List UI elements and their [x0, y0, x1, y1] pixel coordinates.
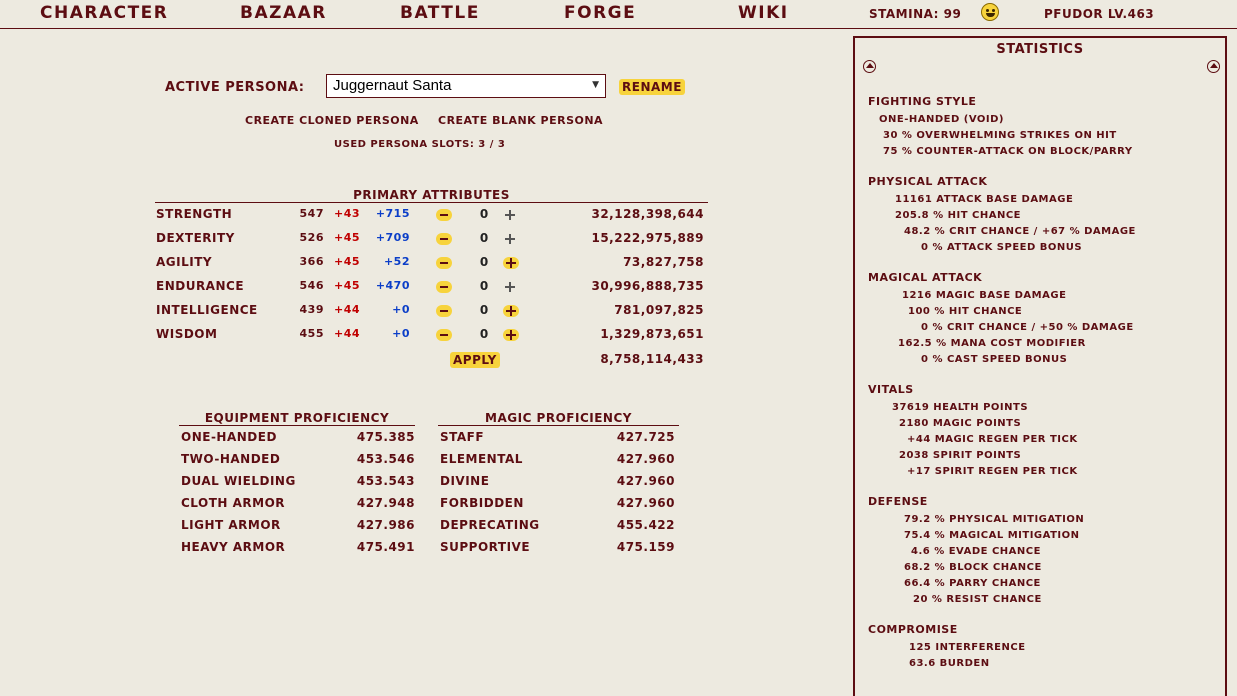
proficiency-name: SUPPORTIVE	[440, 540, 531, 554]
stat-line: 0 % CRIT CHANCE / +50 % DAMAGE	[921, 322, 1134, 333]
equipment-proficiency-title: EQUIPMENT PROFICIENCY	[179, 411, 415, 426]
create-blank-persona-link[interactable]: CREATE BLANK PERSONA	[438, 114, 604, 127]
attribute-exp-cost: 781,097,825	[614, 303, 704, 317]
nav-character[interactable]: CHARACTER	[40, 3, 169, 23]
stat-line: 11161 ATTACK BASE DAMAGE	[895, 194, 1074, 205]
nav-wiki[interactable]: WIKI	[738, 3, 789, 23]
attribute-bonus-red: +45	[334, 231, 361, 244]
attribute-row-strength	[0, 207, 720, 227]
attribute-row-endurance	[0, 279, 720, 299]
apply-button[interactable]: APPLY	[450, 352, 500, 368]
stat-section-vitals: VITALS	[868, 383, 914, 396]
attribute-row-agility	[0, 255, 720, 275]
plus-icon[interactable]	[503, 329, 519, 341]
proficiency-value: 453.546	[356, 452, 415, 466]
proficiency-value: 427.960	[616, 474, 675, 488]
stat-line: +17 SPIRIT REGEN PER TICK	[907, 466, 1078, 477]
attribute-bonus-red: +44	[334, 303, 361, 316]
equipment-proficiency-row	[181, 474, 475, 494]
proficiency-name: HEAVY ARMOR	[181, 540, 286, 554]
attribute-row-wisdom	[0, 327, 720, 347]
attribute-pending-points: 0	[479, 279, 489, 293]
attribute-bonus-blue: +0	[392, 303, 410, 316]
stat-line: +44 MAGIC REGEN PER TICK	[907, 434, 1078, 445]
attribute-exp-cost: 73,827,758	[623, 255, 704, 269]
stat-line: 37619 HEALTH POINTS	[892, 402, 1029, 413]
dropdown-arrow-icon: ▼	[592, 80, 599, 90]
attribute-base-value: 455	[299, 327, 324, 340]
attribute-name: DEXTERITY	[156, 231, 235, 245]
attribute-pending-points: 0	[479, 231, 489, 245]
magic-proficiency-row	[440, 452, 735, 472]
persona-select-value: Juggernaut Santa	[333, 77, 452, 94]
nav-forge[interactable]: FORGE	[564, 3, 637, 23]
attribute-name: INTELLIGENCE	[156, 303, 258, 317]
magic-proficiency-row	[440, 474, 735, 494]
proficiency-value: 475.491	[356, 540, 415, 554]
proficiency-name: DEPRECATING	[440, 518, 540, 532]
nav-bazaar[interactable]: BAZAAR	[240, 3, 327, 23]
stat-line: 66.4 % PARRY CHANCE	[904, 578, 1041, 589]
proficiency-name: LIGHT ARMOR	[181, 518, 281, 532]
plus-icon[interactable]	[503, 257, 519, 269]
attribute-bonus-red: +45	[334, 279, 361, 292]
stat-line: 100 % HIT CHANCE	[908, 306, 1023, 317]
stat-line: 63.6 BURDEN	[909, 658, 990, 669]
minus-icon[interactable]	[436, 329, 452, 341]
equipment-proficiency-row	[181, 430, 475, 450]
attribute-pending-points: 0	[479, 207, 489, 221]
proficiency-value: 427.948	[356, 496, 415, 510]
statistics-panel[interactable]	[853, 36, 1227, 696]
scroll-up-right-icon[interactable]	[1207, 60, 1220, 73]
active-persona-label: ACTIVE PERSONA:	[165, 80, 305, 95]
character-name-level: PFUDOR LV.463	[1044, 7, 1155, 21]
plus-icon[interactable]	[503, 281, 517, 293]
attribute-pending-points: 0	[479, 327, 489, 341]
proficiency-value: 455.422	[616, 518, 675, 532]
proficiency-value: 475.385	[356, 430, 415, 444]
magic-proficiency-row	[440, 540, 735, 560]
attribute-base-value: 366	[299, 255, 324, 268]
attribute-row-dexterity	[0, 231, 720, 251]
stat-line: 75 % COUNTER-ATTACK ON BLOCK/PARRY	[883, 146, 1133, 157]
proficiency-name: ELEMENTAL	[440, 452, 523, 466]
persona-slots-count: USED PERSONA SLOTS: 3 / 3	[334, 139, 506, 150]
attribute-bonus-red: +44	[334, 327, 361, 340]
stat-line: 75.4 % MAGICAL MITIGATION	[904, 530, 1080, 541]
minus-icon[interactable]	[436, 209, 452, 221]
stat-line: 162.5 % MANA COST MODIFIER	[898, 338, 1086, 349]
stat-line: 2180 MAGIC POINTS	[899, 418, 1022, 429]
stat-section-physical-attack: PHYSICAL ATTACK	[868, 175, 988, 188]
persona-select[interactable]	[326, 74, 606, 98]
attribute-exp-cost: 1,329,873,651	[600, 327, 704, 341]
attribute-base-value: 547	[299, 207, 324, 220]
attribute-base-value: 546	[299, 279, 324, 292]
total-exp-value: 8,758,114,433	[600, 352, 704, 366]
stamina-display: STAMINA: 99	[869, 7, 962, 21]
attribute-pending-points: 0	[479, 303, 489, 317]
attribute-pending-points: 0	[479, 255, 489, 269]
stat-line: 79.2 % PHYSICAL MITIGATION	[904, 514, 1085, 525]
equipment-proficiency-row	[181, 496, 475, 516]
proficiency-name: FORBIDDEN	[440, 496, 524, 510]
stat-section-defense: DEFENSE	[868, 495, 928, 508]
proficiency-name: STAFF	[440, 430, 485, 444]
magic-proficiency-row	[440, 496, 735, 516]
stat-line: 125 INTERFERENCE	[909, 642, 1026, 653]
attribute-bonus-blue: +0	[392, 327, 410, 340]
proficiency-value: 453.543	[356, 474, 415, 488]
equipment-proficiency-row	[181, 452, 475, 472]
proficiency-name: DIVINE	[440, 474, 490, 488]
attribute-bonus-blue: +52	[383, 255, 410, 268]
attribute-base-value: 526	[299, 231, 324, 244]
attribute-row-intelligence	[0, 303, 720, 323]
statistics-title: STATISTICS	[996, 42, 1084, 57]
stat-line: ONE-HANDED (VOID)	[879, 114, 1004, 125]
stat-line: 2038 SPIRIT POINTS	[899, 450, 1022, 461]
attribute-bonus-red: +43	[334, 207, 361, 220]
stat-section-compromise: COMPROMISE	[868, 623, 958, 636]
attribute-exp-cost: 15,222,975,889	[591, 231, 704, 245]
stat-section-fighting-style: FIGHTING STYLE	[868, 95, 977, 108]
proficiency-name: ONE-HANDED	[181, 430, 277, 444]
attribute-exp-cost: 32,128,398,644	[591, 207, 704, 221]
attribute-bonus-blue: +709	[375, 231, 410, 244]
proficiency-name: DUAL WIELDING	[181, 474, 296, 488]
stat-section-magical-attack: MAGICAL ATTACK	[868, 271, 983, 284]
attribute-bonus-blue: +470	[375, 279, 410, 292]
proficiency-value: 427.960	[616, 496, 675, 510]
attribute-name: WISDOM	[156, 327, 218, 341]
attribute-bonus-blue: +715	[375, 207, 410, 220]
stat-line: 48.2 % CRIT CHANCE / +67 % DAMAGE	[904, 226, 1136, 237]
smiley-face-icon	[981, 3, 999, 21]
scroll-up-left-icon[interactable]	[863, 60, 876, 73]
attribute-name: AGILITY	[156, 255, 213, 269]
create-cloned-persona-link[interactable]: CREATE CLONED PERSONA	[245, 114, 419, 127]
proficiency-value: 427.725	[616, 430, 675, 444]
plus-icon[interactable]	[503, 305, 519, 317]
minus-icon[interactable]	[436, 233, 452, 245]
stat-line: 4.6 % EVADE CHANCE	[911, 546, 1041, 557]
attribute-base-value: 439	[299, 303, 324, 316]
minus-icon[interactable]	[436, 257, 452, 269]
attribute-name: ENDURANCE	[156, 279, 245, 293]
stat-line: 20 % RESIST CHANCE	[913, 594, 1042, 605]
equipment-proficiency-row	[181, 540, 475, 560]
stat-line: 1216 MAGIC BASE DAMAGE	[902, 290, 1067, 301]
proficiency-name: TWO-HANDED	[181, 452, 281, 466]
proficiency-name: CLOTH ARMOR	[181, 496, 286, 510]
attribute-exp-cost: 30,996,888,735	[591, 279, 704, 293]
plus-icon[interactable]	[503, 233, 517, 245]
stat-line: 0 % ATTACK SPEED BONUS	[921, 242, 1083, 253]
primary-attributes-title: PRIMARY ATTRIBUTES	[155, 188, 708, 203]
minus-icon[interactable]	[436, 305, 452, 317]
top-navigation	[0, 0, 1237, 29]
stat-line: 205.8 % HIT CHANCE	[895, 210, 1021, 221]
stat-line: 30 % OVERWHELMING STRIKES ON HIT	[883, 130, 1117, 141]
plus-icon[interactable]	[503, 209, 517, 221]
magic-proficiency-title: MAGIC PROFICIENCY	[438, 411, 679, 426]
nav-battle[interactable]: BATTLE	[400, 3, 480, 23]
magic-proficiency-row	[440, 518, 735, 538]
rename-button[interactable]: RENAME	[619, 79, 685, 95]
proficiency-value: 427.960	[616, 452, 675, 466]
stat-line: 68.2 % BLOCK CHANCE	[904, 562, 1042, 573]
magic-proficiency-row	[440, 430, 735, 450]
equipment-proficiency-row	[181, 518, 475, 538]
proficiency-value: 427.986	[356, 518, 415, 532]
stat-line: 0 % CAST SPEED BONUS	[921, 354, 1068, 365]
minus-icon[interactable]	[436, 281, 452, 293]
attribute-name: STRENGTH	[156, 207, 233, 221]
proficiency-value: 475.159	[616, 540, 675, 554]
attribute-bonus-red: +45	[334, 255, 361, 268]
